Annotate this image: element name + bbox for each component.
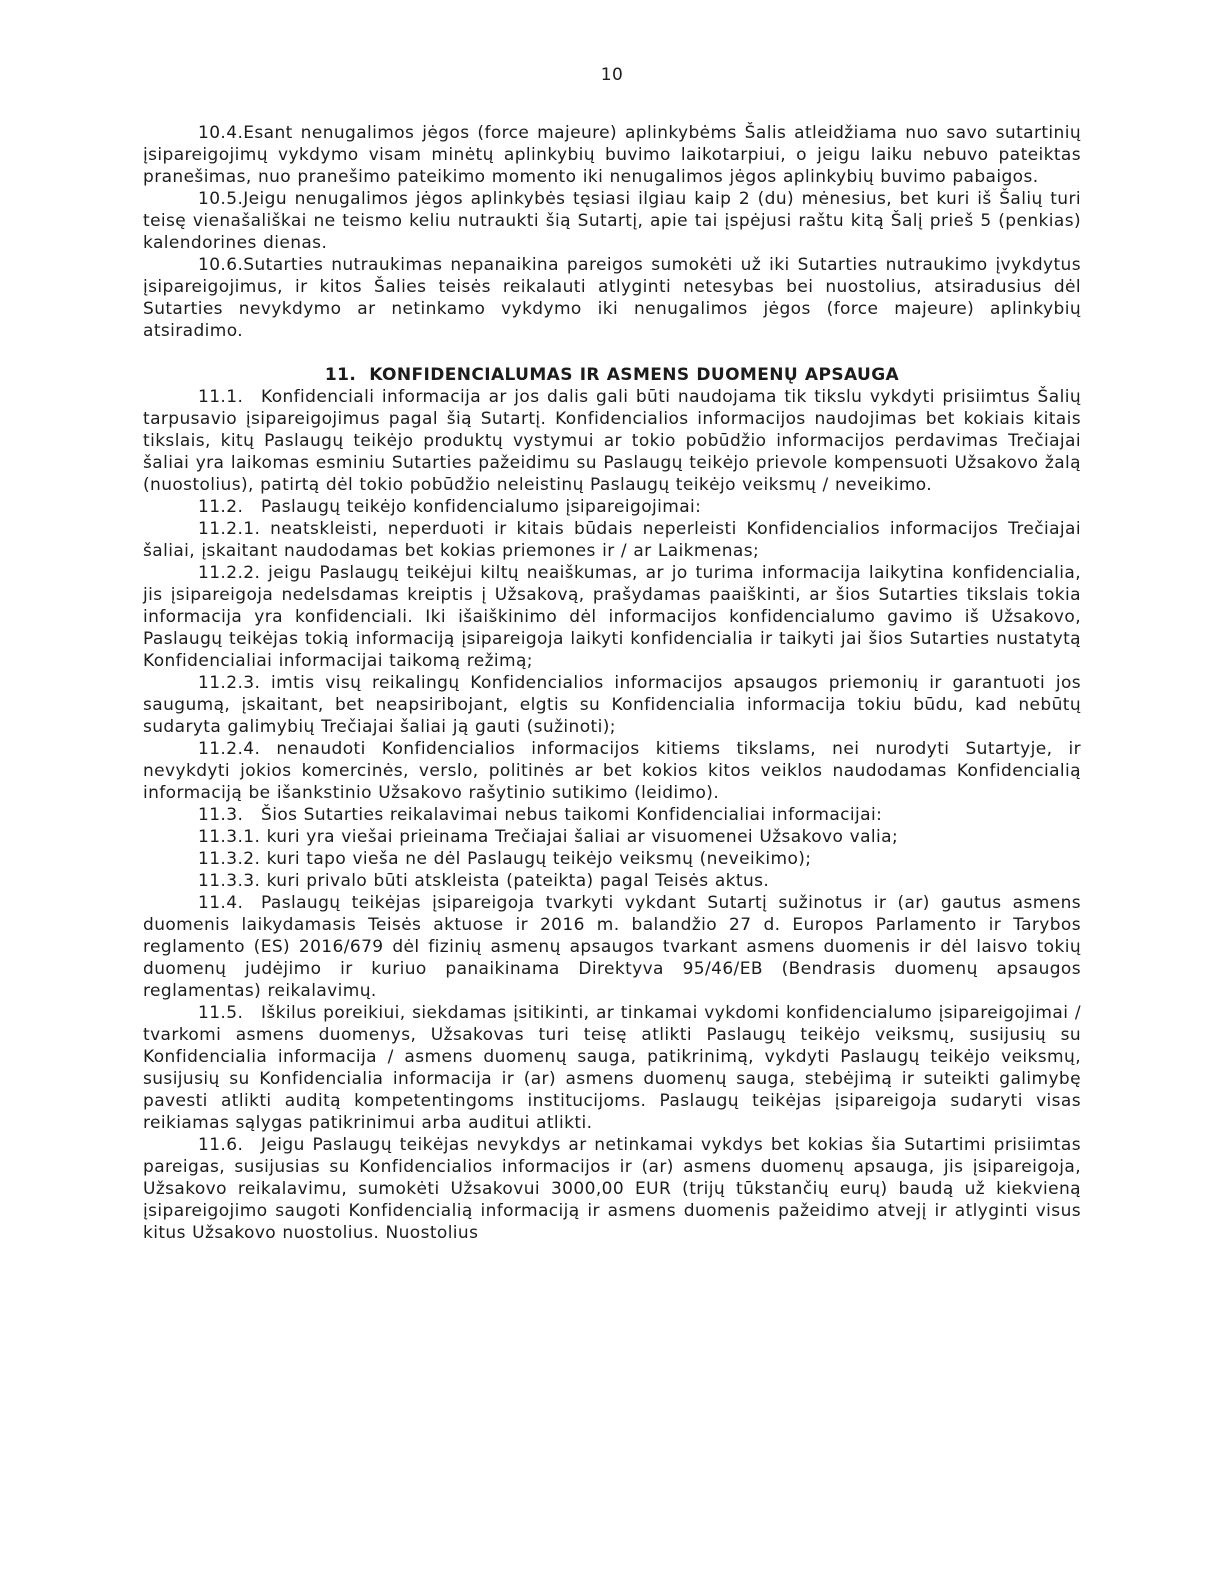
paragraph-11-2-4: [143, 738, 1081, 804]
paragraph-number: 11.4.: [198, 893, 244, 913]
paragraph-number: 11.1.: [198, 387, 244, 407]
paragraph-number: 11.2.2.: [198, 563, 261, 583]
paragraph-11-1: [143, 386, 1081, 496]
paragraph-text: Konfidenciali informacija ar jos dalis gali būti naudojama tik tikslu vykdyti prisiimtus Šalių tarpusavio įsipareigojimus pagal šią Sutartį. Konfidencialios informacijos naudojimas bet kokiais kitais tikslais, kitų Paslaugų teikėjo produktų vystymui ar tokio pobūdžio informacijos perdavimas Trečiajai šaliai yra laikomas esminiu Sutarties pažeidimu su Paslaugų teikėjo prievole kompensuoti Užsakovo žalą (nuostolius), patirtą dėl tokio pobūdžio neleistinų Paslaugų teikėjo veiksmų / neveikimo.: [143, 387, 1081, 495]
paragraph-10-5: [143, 188, 1081, 254]
paragraph-number: 11.: [324, 365, 357, 385]
paragraph-text: Paslaugų teikėjo konfidencialumo įsipareigojimai:: [261, 497, 702, 517]
paragraph-11-4: [143, 892, 1081, 1002]
paragraph-text: kuri yra viešai prieinama Trečiajai šaliai ar visuomenei Užsakovo valia;: [260, 827, 899, 847]
paragraph-number: 11.5.: [198, 1003, 244, 1023]
paragraph-text: jeigu Paslaugų teikėjui kiltų neaiškumas, ar jo turima informacija laikytina konfidencialia, jis įsipareigoja nedelsdamas kreiptis į Užsakovą, prašydamas paaiškinti, ar šios Sutarties tikslais tokia informacija yra konfidenciali. Iki išaiškinimo dėl informacijos konfidencialumo gavimo iš Užsakovo, Paslaugų teikėjas tokią informaciją įsipareigoja laikyti konfidencialia ir taikyti jai šios Sutarties nustatytą Konfidencialiai informacijai taikomą režimą;: [143, 563, 1081, 671]
section-heading-11: [143, 364, 1081, 386]
paragraph-11-5: [143, 1002, 1081, 1134]
paragraph-11-3: [143, 804, 1081, 826]
paragraph-number: 11.3.: [198, 805, 244, 825]
paragraph-10-6: [143, 254, 1081, 342]
page-number: 10: [600, 65, 624, 85]
paragraph-10-4: [143, 122, 1081, 188]
paragraph-11-2-1: [143, 518, 1081, 562]
paragraph-11-2-2: [143, 562, 1081, 672]
paragraph-number: 10.6.: [198, 255, 244, 275]
paragraph-text: Esant nenugalimos jėgos (force majeure) aplinkybėms Šalis atleidžiama nuo savo sutartinių įsipareigojimų vykdymo visam minėtų aplinkybių buvimo laikotarpiui, o jeigu laiku nebuvo pateiktas pranešimas, nuo pranešimo pateikimo momento iki nenugalimos jėgos aplinkybių buvimo pabaigos.: [143, 123, 1081, 187]
paragraph-number: 11.3.3.: [198, 871, 261, 891]
paragraph-text: Šios Sutarties reikalavimai nebus taikomi Konfidencialiai informacijai:: [261, 805, 883, 825]
document-body: [143, 122, 1081, 1244]
paragraph-text: Iškilus poreikiui, siekdamas įsitikinti, ar tinkamai vykdomi konfidencialumo įsipareigojimai / tvarkomi asmens duomenys, Užsakovas turi teisę atlikti Paslaugų teikėjo veiksmų, susijusių su Konfidencialia informacija / asmens duomenų sauga, patikrinimą, vykdyti Paslaugų teikėjo veiksmų, susijusių su Konfidencialia informacija ir (ar) asmens duomenų sauga, stebėjimą ir suteikti galimybę pavesti atlikti auditą kompetentingoms institucijoms. Paslaugų teikėjas įsipareigoja sudaryti visas reikiamas sąlygas patikrinimui arba auditui atlikti.: [143, 1003, 1081, 1133]
paragraph-number: 11.2.4.: [198, 739, 261, 759]
paragraph-11-2-3: [143, 672, 1081, 738]
paragraph-text: Sutarties nutraukimas nepanaikina pareigos sumokėti už iki Sutarties nutraukimo įvykdytus įsipareigojimus, ir kitos Šalies teisės reikalauti atlyginti netesybas bei nuostolius, atsiradusius dėl Sutarties nevykdymo ar netinkamo vykdymo iki nenugalimos jėgos (force majeure) aplinkybių atsiradimo.: [143, 255, 1081, 341]
paragraph-11-6: [143, 1134, 1081, 1244]
paragraph-number: 11.6.: [198, 1135, 244, 1155]
paragraph-11-3-1: [143, 826, 1081, 848]
paragraph-text: Jeigu nenugalimos jėgos aplinkybės tęsiasi ilgiau kaip 2 (du) mėnesius, bet kuri iš Šalių turi teisę vienašališkai ne teismo keliu nutraukti šią Sutartį, apie tai įspėjusi raštu kitą Šalį prieš 5 (penkias) kalendorines dienas.: [143, 189, 1081, 253]
paragraph-number: 10.4.: [198, 123, 244, 143]
paragraph-number: 11.2.1.: [198, 519, 261, 539]
paragraph-number: 11.2.3.: [198, 673, 261, 693]
paragraph-11-2: [143, 496, 1081, 518]
paragraph-text: Jeigu Paslaugų teikėjas nevykdys ar netinkamai vykdys bet kokias šia Sutartimi prisiimtas pareigas, susijusias su Konfidencialios informacijos ir (ar) asmens duomenų apsauga, jis įsipareigoja, Užsakovo reikalavimu, sumokėti Užsakovui 3000,00 EUR (trijų tūkstančių eurų) baudą už kiekvieną įsipareigojimo saugoti Konfidencialią informaciją ir asmens duomenis pažeidimo atvejį ir atlyginti visus kitus Užsakovo nuostolius. Nuostolius: [143, 1135, 1081, 1243]
paragraph-text: neatskleisti, neperduoti ir kitais būdais neperleisti Konfidencialios informacijos Trečiajai šaliai, įskaitant naudodamas bet kokias priemones ir / ar Laikmenas;: [143, 519, 1081, 561]
paragraph-text: kuri privalo būti atskleista (pateikta) pagal Teisės aktus.: [260, 871, 770, 891]
paragraph-number: 11.3.2.: [198, 849, 261, 869]
paragraph-text: imtis visų reikalingų Konfidencialios informacijos apsaugos priemonių ir garantuoti jos saugumą, įskaitant, bet neapsiribojant, elgtis su Konfidencialia informacija tokiu būdu, kad nebūtų sudaryta galimybių Trečiajai šaliai ją gauti (sužinoti);: [143, 673, 1081, 737]
paragraph-number: 11.2.: [198, 497, 244, 517]
paragraph-text: nenaudoti Konfidencialios informacijos kitiems tikslams, nei nurodyti Sutartyje, ir nevykdyti jokios komercinės, verslo, politinės ar bet kokios kitos veiklos naudodamas Konfidencialią informaciją be išankstinio Užsakovo rašytinio sutikimo (leidimo).: [143, 739, 1081, 803]
paragraph-text: kuri tapo vieša ne dėl Paslaugų teikėjo veiksmų (neveikimo);: [260, 849, 812, 869]
paragraph-number: 10.5.: [198, 189, 244, 209]
paragraph-text: KONFIDENCIALUMAS IR ASMENS DUOMENŲ APSAUGA: [369, 365, 900, 385]
paragraph-11-3-2: [143, 848, 1081, 870]
paragraph-11-3-3: [143, 870, 1081, 892]
paragraph-text: Paslaugų teikėjas įsipareigoja tvarkyti vykdant Sutartį sužinotus ir (ar) gautus asmens duomenis laikydamasis Teisės aktuose ir 2016 m. balandžio 27 d. Europos Parlamento ir Tarybos reglamento (ES) 2016/679 dėl fizinių asmenų apsaugos tvarkant asmens duomenis ir dėl laisvo tokių duomenų judėjimo ir kuriuo panaikinama Direktyva 95/46/EB (Bendrasis duomenų apsaugos reglamentas) reikalavimų.: [143, 893, 1081, 1001]
paragraph-number: 11.3.1.: [198, 827, 261, 847]
